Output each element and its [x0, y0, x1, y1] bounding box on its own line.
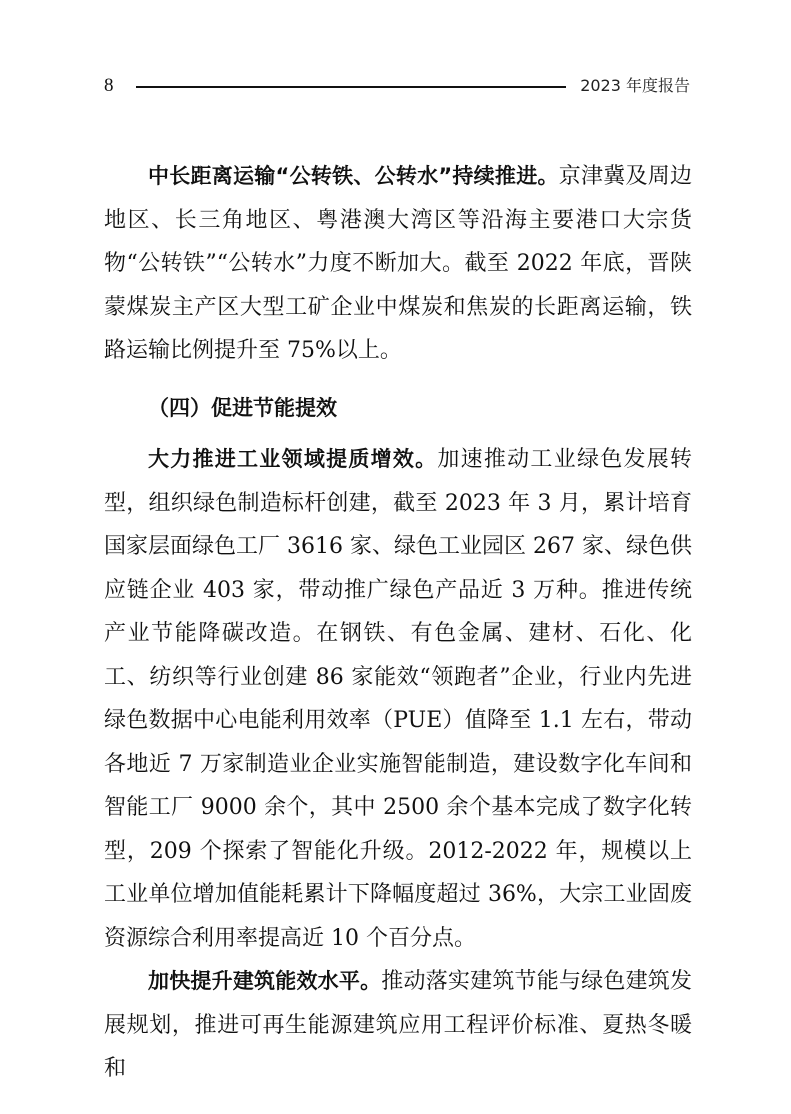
report-title: 2023 年度报告 — [580, 76, 690, 95]
paragraph-text: 加速推动工业绿色发展转型，组织绿色制造标杆创建，截至 2023 年 3 月，累计培育国家层面绿色工厂 3616 家、绿色工业园区 267 家、绿色供应链企业 403 家，带动推广绿色产品近 3 万种。推进传统产业节能降碳改造。在钢铁、有色金属、建材、石化、化工、纺织等行业创建 86 家能效“领跑者”企业，行业内先进绿色数据中心电能利用效率（PUE）值降至 1.1 左右，带动各地近 7 万家制造业企业实施智能制造，建设数字化车间和智能工厂 9000 余个，其中 2500 余个基本完成了数字化转型，209 个探索了智能化升级。2012-2022 年，规模以上工业单位增加值能耗累计下降幅度超过 36%，大宗工业固废资源综合利用率提高近 10 个百分点。 — [104, 447, 692, 951]
paragraph-lead: 加快提升建筑能效水平。 — [148, 969, 382, 993]
page-number: 8 — [104, 75, 114, 96]
document-body — [104, 155, 692, 1091]
paragraph-transport — [104, 155, 692, 373]
paragraph-text: 京津冀及周边地区、长三角地区、粤港澳大湾区等沿海主要港口大宗货物“公转铁”“公转水”力度不断加大。截至 2022 年底，晋陕蒙煤炭主产区大型工矿企业中煤炭和焦炭的长距离运输，铁路运输比例提升至 75%以上。 — [104, 164, 692, 363]
page-header — [104, 74, 690, 100]
paragraph-lead: 大力推进工业领域提质增效。 — [148, 447, 438, 471]
paragraph-text: 推动落实建筑节能与绿色建筑发展规划，推进可再生能源建筑应用工程评价标准、夏热冬暖和 — [104, 969, 692, 1081]
paragraph-industry — [104, 438, 692, 960]
section-heading: （四）促进节能提效 — [148, 395, 337, 420]
header-rule — [136, 86, 566, 88]
paragraph-lead: 中长距离运输“公转铁、公转水”持续推进。 — [148, 164, 559, 188]
paragraph-building — [104, 960, 692, 1091]
